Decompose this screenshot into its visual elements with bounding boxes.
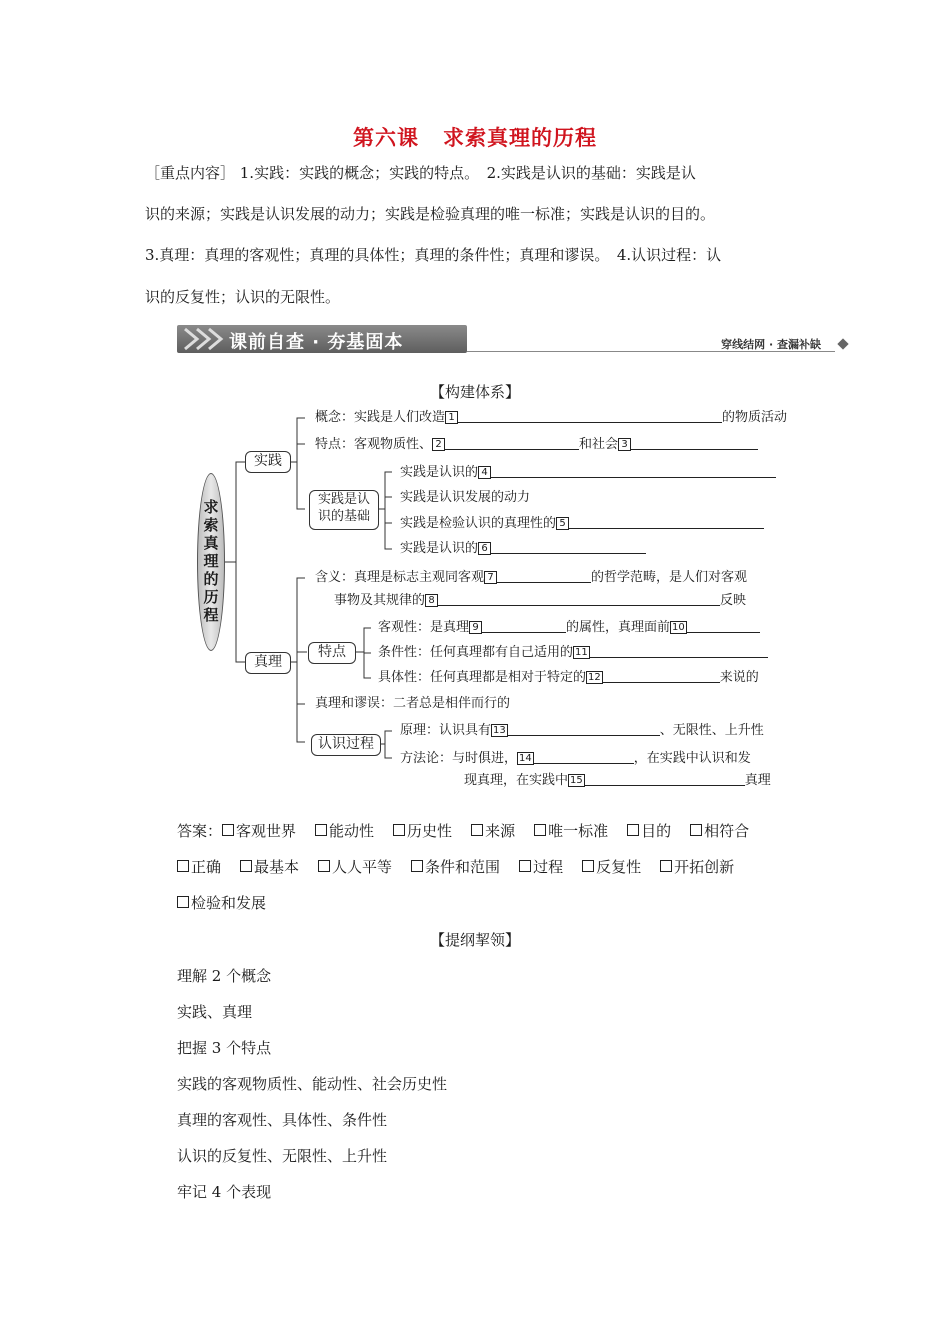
node-practice-basis: 实践是认 识的基础 [309, 490, 379, 530]
process-principle: 原理：认识具有 13 、无限性、上升性 [400, 723, 764, 738]
answer-item: 最基本 [240, 858, 299, 876]
blank-number-1: 1 [445, 411, 458, 424]
blank-number-3: 3 [618, 438, 631, 451]
banner-title: 课前自查 · 夯基固本 [229, 332, 404, 353]
blank-number-12: 12 [588, 672, 601, 683]
root-label: 求索真理的历程 [203, 498, 219, 624]
outline-heading: 【提纲挈领】 [429, 931, 520, 949]
basis-item-2: 实践是认识发展的动力 [400, 490, 531, 505]
answer-item: 过程 [519, 858, 563, 876]
process-bracket [385, 731, 392, 758]
answer-item: 开拓创新 [660, 858, 734, 876]
outline-item: 真理的客观性、具体性、条件性 [177, 1111, 388, 1129]
feature-concrete: 具体性：任何真理都是相对于特定的 12 来说的 [378, 670, 759, 685]
answer-item: 能动性 [315, 822, 374, 840]
truth-meaning-line-2: 事物及其规律的 8 反映 [334, 593, 747, 608]
blank-number-9: 9 [469, 621, 482, 634]
basis-item-4: 实践是认识的 6 [400, 541, 646, 557]
answers-line-1 [177, 821, 749, 841]
node-truth-features: 特点 [308, 642, 356, 664]
basis-bracket [385, 472, 392, 549]
answer-item: 正确 [177, 858, 221, 876]
blank-number-2: 2 [432, 438, 445, 451]
answer-item: 目的 [627, 822, 671, 840]
outline-item: 实践的客观物质性、能动性、社会历史性 [177, 1075, 448, 1093]
lesson-name: 求索真理的历程 [443, 125, 597, 150]
process-method: 方法论：与时俱进， 14 ，在实践中认识和发 [400, 751, 751, 766]
root-bracket [236, 462, 245, 662]
answer-item: 检验和发展 [177, 894, 266, 912]
blank-number-5: 5 [556, 517, 569, 530]
intro-line-4: 识的反复性；认识的无限性。 [145, 288, 341, 306]
node-truth: 真理 [245, 652, 291, 674]
outline-item: 理解 2 个概念 [177, 967, 272, 985]
answer-item: 客观世界 [222, 822, 296, 840]
blank-number-6: 6 [478, 542, 491, 555]
blank-number-8: 8 [425, 594, 438, 607]
lesson-number: 第六课 [353, 125, 419, 150]
answers-line-3 [177, 893, 266, 913]
outline-item: 把握 3 个特点 [177, 1039, 272, 1057]
blank-number-13: 13 [493, 725, 506, 736]
blank-number-4: 4 [478, 466, 491, 479]
answer-item: 相符合 [690, 822, 749, 840]
build-heading: 【构建体系】 [429, 383, 520, 401]
feature-objective: 客观性：是真理 9 的属性，真理面前 10 [378, 620, 760, 636]
answers-line-2 [177, 857, 734, 877]
outline-item: 牢记 4 个表现 [177, 1183, 272, 1201]
intro-line-2: 识的来源；实践是认识发展的动力；实践是检验真理的唯一标准；实践是认识的目的。 [145, 205, 716, 223]
answer-item: 唯一标准 [534, 822, 608, 840]
blank-number-11: 11 [575, 647, 588, 658]
node-practice: 实践 [245, 451, 291, 473]
node-cognition-process: 认识过程 [311, 734, 381, 756]
practice-feature: 特点：客观物质性、 2 和社会 3 [315, 437, 758, 453]
truth-meaning: 含义：真理是标志主观同客观 7 的哲学范畴，是人们对客观 [315, 570, 748, 585]
answer-item: 条件和范围 [411, 858, 500, 876]
blank-number-15: 15 [570, 775, 583, 786]
blank-number-10: 10 [672, 622, 685, 633]
answer-item: 来源 [471, 822, 515, 840]
process-method-line-2: 现真理，在实践中 15 真理 [464, 773, 771, 788]
outline-item: 认识的反复性、无限性、上升性 [177, 1147, 388, 1165]
blank-number-7: 7 [484, 571, 497, 584]
outline-item: 实践、真理 [177, 1003, 253, 1021]
answer-item: 历史性 [393, 822, 452, 840]
feature-conditional: 条件性：任何真理都有自己适用的 11 [378, 645, 768, 661]
intro-line-3: 3.真理：真理的客观性；真理的具体性；真理的条件性；真理和谬误。 4.认识过程：认 [145, 246, 722, 264]
practice-bracket [297, 418, 305, 509]
answers-label: 答案： [177, 822, 223, 840]
basis-item-3: 实践是检验认识的真理性的 5 [400, 516, 764, 532]
banner-subtitle: 穿线结网 · 查漏补缺 [721, 338, 821, 351]
truth-bracket [297, 578, 305, 742]
basis-item-1: 实践是认识的 4 [400, 465, 776, 481]
truth-and-error: 真理和谬误：二者总是相伴而行的 [315, 696, 511, 711]
practice-concept: 概念：实践是人们改造 1 的物质活动 [315, 410, 788, 425]
answer-item: 人人平等 [318, 858, 392, 876]
blank-number-14: 14 [519, 753, 532, 764]
answer-item: 反复性 [582, 858, 641, 876]
intro-line-1: ［重点内容］ 1.实践：实践的概念；实践的特点。 2.实践是认识的基础：实践是认 [145, 164, 696, 182]
